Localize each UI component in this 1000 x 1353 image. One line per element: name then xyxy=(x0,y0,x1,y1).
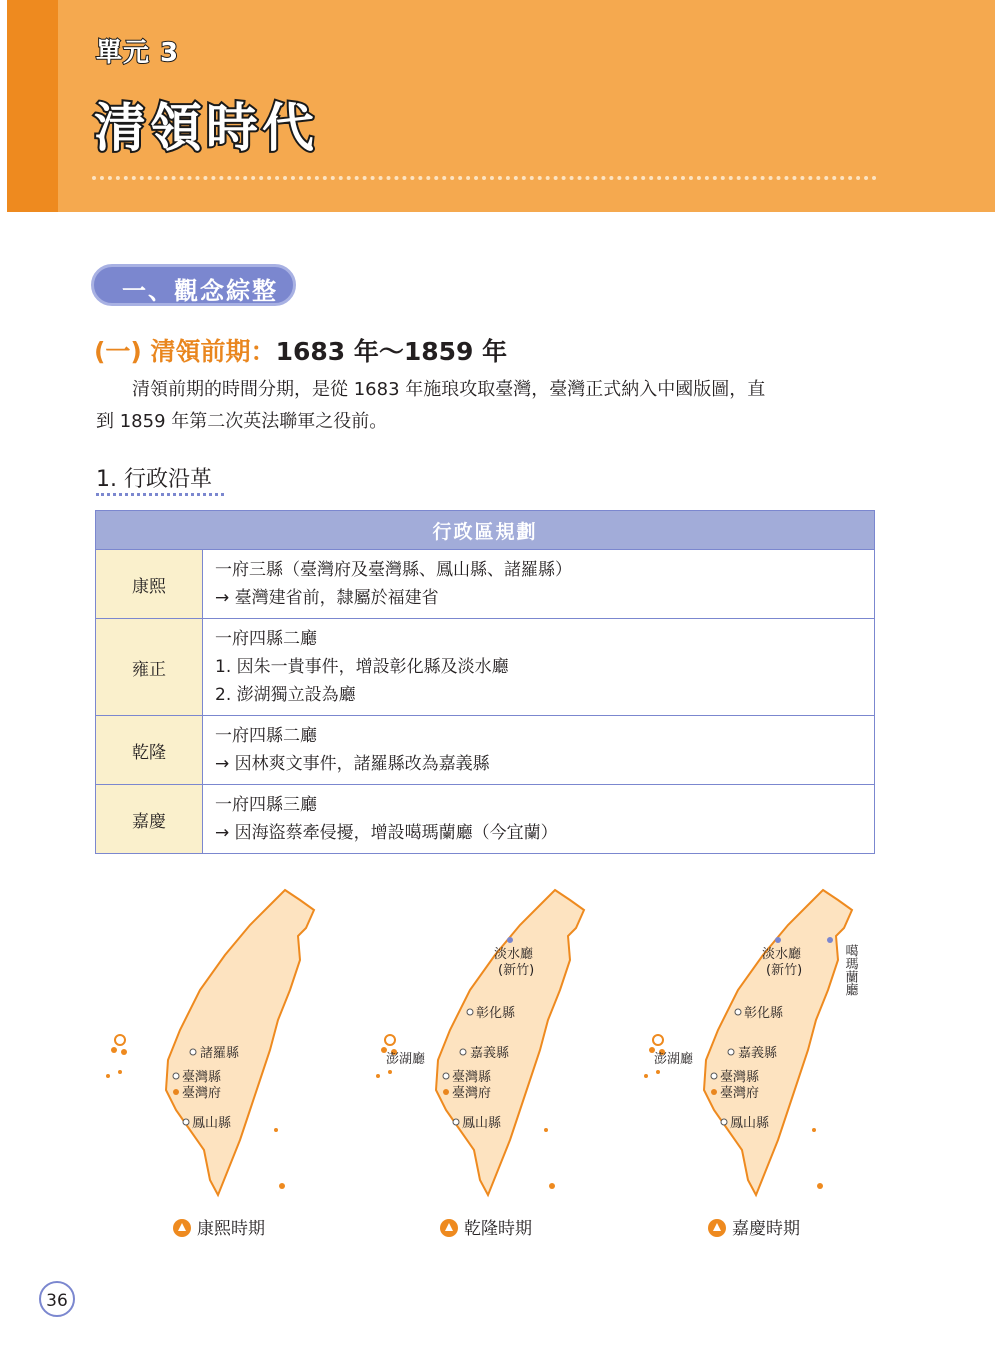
table-header: 行政區規劃 xyxy=(96,511,875,550)
desc-cell xyxy=(203,785,875,854)
penghu-island xyxy=(118,1070,122,1074)
admin-dot xyxy=(827,937,833,943)
map-label: (新竹) xyxy=(498,963,535,978)
map-label: 臺灣府 xyxy=(452,1086,492,1101)
lanyu-island xyxy=(549,1183,555,1189)
taiwan-island-shape xyxy=(166,890,314,1195)
paragraph-line-1: 清領前期的時間分期，是從 1683 年施琅攻取臺灣，臺灣正式納入中國版圖，直 xyxy=(132,379,766,400)
map-label: 彰化縣 xyxy=(744,1006,784,1021)
penghu-island xyxy=(115,1035,125,1045)
page-title: 清領時代 xyxy=(94,99,319,159)
admin-table xyxy=(95,510,875,854)
desc-line: → 因林爽文事件，諸羅縣改為嘉義縣 xyxy=(215,754,490,774)
section-label: 一、觀念綜整 xyxy=(122,277,278,305)
page-number: 36 xyxy=(39,1281,75,1317)
map-label: 臺灣縣 xyxy=(182,1070,222,1085)
map-label: 臺灣縣 xyxy=(452,1070,492,1085)
subsection-range: 1683 年～1859 年 xyxy=(275,337,508,366)
place-dot xyxy=(728,1049,734,1055)
map-label: 澎湖廳 xyxy=(654,1052,694,1067)
place-dot xyxy=(190,1049,196,1055)
map-label: 鳳山縣 xyxy=(192,1116,232,1131)
desc-line: 一府四縣二廳 xyxy=(215,726,317,746)
table-row xyxy=(96,550,875,619)
desc-cell xyxy=(203,550,875,619)
map-label: 淡水廳 xyxy=(762,947,802,962)
lyudao-island xyxy=(812,1128,816,1132)
map-label: 諸羅縣 xyxy=(200,1046,240,1061)
desc-cell xyxy=(203,716,875,785)
map-label: 臺灣府 xyxy=(720,1086,760,1101)
lanyu-island xyxy=(279,1183,285,1189)
item-underline xyxy=(96,493,224,496)
item-heading: 1. 行政沿革 xyxy=(96,467,212,492)
table-row xyxy=(96,785,875,854)
capital-dot xyxy=(173,1089,179,1095)
map-label: 鳳山縣 xyxy=(462,1116,502,1131)
place-dot xyxy=(721,1119,727,1125)
subsection-heading xyxy=(94,332,507,368)
place-dot xyxy=(443,1073,449,1079)
penghu-island xyxy=(111,1047,117,1053)
era-cell: 乾隆 xyxy=(96,716,203,785)
triangle-icon xyxy=(440,1219,458,1237)
penghu-island xyxy=(385,1035,395,1045)
map-label: 淡水廳 xyxy=(494,947,534,962)
penghu-island xyxy=(644,1074,648,1078)
penghu-island xyxy=(106,1074,110,1078)
admin-dot xyxy=(507,937,513,943)
place-dot xyxy=(735,1009,741,1015)
admin-dot xyxy=(775,937,781,943)
desc-line: 一府三縣（臺灣府及臺灣縣、鳳山縣、諸羅縣） xyxy=(215,560,572,580)
caption-qianlong xyxy=(440,1214,532,1239)
unit-label: 單元 3 xyxy=(96,38,180,68)
penghu-island xyxy=(376,1074,380,1078)
header-divider xyxy=(92,176,877,180)
map-label: 臺灣府 xyxy=(182,1086,222,1101)
era-cell: 康熙 xyxy=(96,550,203,619)
caption-text: 乾隆時期 xyxy=(464,1219,532,1239)
penghu-island xyxy=(388,1070,392,1074)
desc-line: → 因海盜蔡牽侵擾，增設噶瑪蘭廳（今宜蘭） xyxy=(215,823,558,843)
desc-line: 1. 因朱一貴事件，增設彰化縣及淡水廳 xyxy=(215,657,509,677)
caption-text: 康熙時期 xyxy=(197,1219,265,1239)
paragraph-line-2: 到 1859 年第二次英法聯軍之役前。 xyxy=(96,411,388,432)
desc-cell xyxy=(203,619,875,716)
subsection-prefix: (一) 清領前期： xyxy=(94,337,276,366)
era-cell: 嘉慶 xyxy=(96,785,203,854)
lanyu-island xyxy=(817,1183,823,1189)
map-label: 嘉義縣 xyxy=(738,1046,778,1061)
caption-jiaqing xyxy=(708,1214,800,1239)
section-pill xyxy=(91,264,296,306)
desc-line: 一府四縣三廳 xyxy=(215,795,317,815)
map-label: 噶瑪蘭廳 xyxy=(842,944,858,996)
map-jiaqing xyxy=(638,880,868,1210)
header-stripe xyxy=(7,0,58,212)
taiwan-island-shape xyxy=(704,890,852,1195)
place-dot xyxy=(183,1119,189,1125)
capital-dot xyxy=(711,1089,717,1095)
penghu-island xyxy=(121,1049,127,1055)
place-dot xyxy=(711,1073,717,1079)
taiwan-island-shape xyxy=(436,890,584,1195)
map-label: 澎湖廳 xyxy=(386,1052,426,1067)
lyudao-island xyxy=(274,1128,278,1132)
capital-dot xyxy=(443,1089,449,1095)
place-dot xyxy=(453,1119,459,1125)
desc-line: 2. 澎湖獨立設為廳 xyxy=(215,685,356,705)
map-label: 彰化縣 xyxy=(476,1006,516,1021)
caption-kangxi xyxy=(173,1214,265,1239)
table-row xyxy=(96,619,875,716)
caption-text: 嘉慶時期 xyxy=(732,1219,800,1239)
table-row xyxy=(96,716,875,785)
penghu-island xyxy=(656,1070,660,1074)
lyudao-island xyxy=(544,1128,548,1132)
map-label: 鳳山縣 xyxy=(730,1116,770,1131)
map-label: 嘉義縣 xyxy=(470,1046,510,1061)
map-kangxi xyxy=(100,880,330,1210)
triangle-icon xyxy=(708,1219,726,1237)
map-label: 臺灣縣 xyxy=(720,1070,760,1085)
place-dot xyxy=(460,1049,466,1055)
place-dot xyxy=(467,1009,473,1015)
desc-line: 一府四縣二廳 xyxy=(215,629,317,649)
era-cell: 雍正 xyxy=(96,619,203,716)
place-dot xyxy=(173,1073,179,1079)
map-label: (新竹) xyxy=(766,963,803,978)
desc-line: → 臺灣建省前，隸屬於福建省 xyxy=(215,588,439,608)
map-qianlong xyxy=(370,880,600,1210)
penghu-island xyxy=(653,1035,663,1045)
triangle-icon xyxy=(173,1219,191,1237)
